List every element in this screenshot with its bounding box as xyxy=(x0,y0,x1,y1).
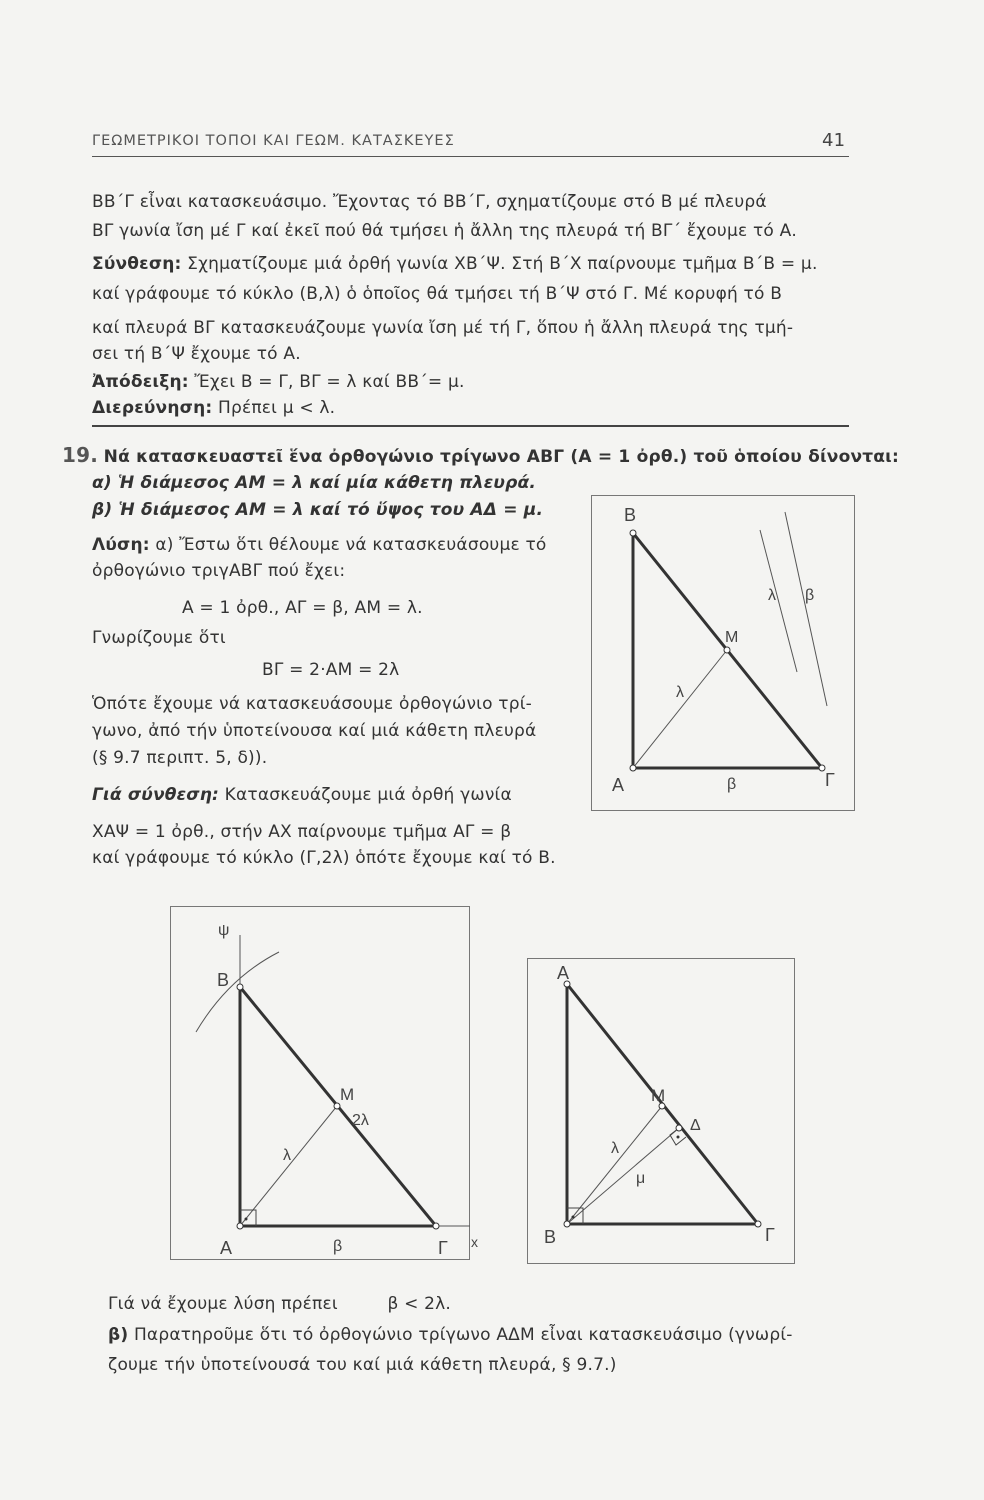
discussion-text: Πρέπει μ < λ. xyxy=(218,398,336,418)
synthesis-label: Σύνθεση: xyxy=(92,254,182,274)
given-values: Α = 1 ὀρθ., ΑΓ = β, ΑΜ = λ. xyxy=(182,598,423,618)
part-b-label: β) xyxy=(108,1325,129,1345)
fig3-median-BM xyxy=(567,1106,662,1224)
page-number: 41 xyxy=(822,130,846,151)
fig2-label-G: Γ xyxy=(438,1238,448,1258)
problem-part-b: β) Ἡ διάμεσος ΑΜ = λ καί τό ὕψος του ΑΔ = μ. xyxy=(92,500,544,520)
fig2-label-M: M xyxy=(340,1085,355,1104)
solution-text: α) Ἔστω ὅτι θέλουμε νά κατασκευάσουμε τό xyxy=(155,535,547,555)
proof-text: Ἔχει Β = Γ, ΒΓ = λ καί ΒΒ΄= μ. xyxy=(194,372,465,392)
fig2-label-psi: ψ xyxy=(218,922,230,939)
condition-formula: β < 2λ. xyxy=(387,1294,452,1314)
fig1-label-seg-lambda: λ xyxy=(768,587,776,604)
text-line: ΒΒ΄Γ εἶναι κατασκευάσιμο. Ἔχοντας τό ΒΒ΄Γ, σχηματίζουμε στό Β μέ πλευρά xyxy=(92,192,767,212)
text-line: ὀρθογώνιο τριγΑΒΓ πού ἔχει: xyxy=(92,561,346,581)
solution-label: Λύση: xyxy=(92,535,150,555)
part-b-line xyxy=(108,1325,793,1345)
fig3-label-D: Δ xyxy=(690,1117,701,1134)
fig2-label-lambda: λ xyxy=(283,1147,291,1164)
fig2-label-B: B xyxy=(217,970,230,990)
fig3-label-mu: μ xyxy=(636,1170,646,1187)
text-line: καί γράφουμε τό κύκλο (Γ,2λ) ὁπότε ἔχουμε καί τό Β. xyxy=(92,848,556,868)
text-line: ζουμε τήν ὑποτείνουσά του καί μιά κάθετη πλευρά, § 9.7.) xyxy=(108,1355,617,1375)
synthesis-text: Σχηματίζουμε μιά ὀρθή γωνία ΧΒ΄Ψ. Στή Β΄Χ παίρνουμε τμῆμα Β΄Β = μ. xyxy=(187,254,818,274)
fig2-label-A: A xyxy=(220,1238,233,1258)
text-line: καί πλευρά ΒΓ κατασκευάζουμε γωνία ἴση μέ τή Γ, ὅπου ἡ ἄλλη πλευρά της τμή- xyxy=(92,318,794,338)
fig3-label-A: A xyxy=(557,963,570,983)
part-b-text: Παρατηροῦμε ὅτι τό ὀρθογώνιο τρίγωνο ΑΔΜ εἶναι κατασκευάσιμο (γνωρί- xyxy=(133,1325,793,1345)
fig1-label-M: M xyxy=(725,629,739,646)
text-line: ΒΓ γωνία ἴση μέ Γ καί ἐκεῖ πού θά τμήσει ἡ ἄλλη της πλευρά τή ΒΓ΄ ἔχουμε τό Α. xyxy=(92,221,798,241)
text-line: γωνο, ἀπό τήν ὑποτείνουσα καί μιά κάθετη πλευρά xyxy=(92,721,537,741)
text-line: σει τή Β΄Ψ ἔχουμε τό Α. xyxy=(92,344,301,364)
discussion-label: Διερεύνηση: xyxy=(92,398,213,418)
fig1-label-B: B xyxy=(624,505,637,525)
condition-line xyxy=(108,1294,451,1314)
fig3-label-lambda: λ xyxy=(611,1140,619,1157)
problem-text: Νά κατασκευαστεῖ ἕνα ὀρθογώνιο τρίγωνο ΑΒΓ (Α = 1 ὀρθ.) τοῦ ὁποίου δίνονται: xyxy=(103,447,899,467)
running-header: ΓΕΩΜΕΤΡΙΚΟΙ ΤΟΠΟΙ ΚΑΙ ΓΕΩΜ. ΚΑΤΑΣΚΕΥΕΣ xyxy=(92,133,455,149)
fig3-angle-dot-B xyxy=(572,1216,575,1219)
fig3-point-G xyxy=(755,1221,761,1227)
fig2-label-two-lambda: 2λ xyxy=(352,1112,369,1129)
fig1-label-A: A xyxy=(612,775,625,795)
text-line: (§ 9.7 περιπτ. 5, δ)). xyxy=(92,748,268,768)
fig2-label-x: x xyxy=(471,1234,478,1250)
formula: ΒΓ = 2·ΑΜ = 2λ xyxy=(262,660,400,680)
text-line: καί γράφουμε τό κύκλο (Β,λ) ὁ ὁποῖος θά τμήσει τή Β΄Ψ στό Γ. Μέ κορυφή τό Β xyxy=(92,284,783,304)
text-line: ΧΑΨ = 1 ὀρθ., στήν ΑΧ παίρνουμε τμῆμα ΑΓ = β xyxy=(92,822,512,842)
fig3-point-D xyxy=(676,1125,682,1131)
proof-label: Ἀπόδειξη: xyxy=(92,372,189,392)
text-line: Γνωρίζουμε ὅτι xyxy=(92,628,226,648)
synth-text: Κατασκευάζουμε μιά ὀρθή γωνία xyxy=(224,785,512,805)
fig3-height-BD xyxy=(567,1128,679,1224)
fig2-label-beta: β xyxy=(333,1238,343,1255)
fig1-label-G: Γ xyxy=(825,770,835,790)
fig1-label-beta: β xyxy=(727,776,737,793)
condition-text: Γιά νά ἔχουμε λύση πρέπει xyxy=(108,1294,338,1314)
text-line: Ὁπότε ἔχουμε νά κατασκευάσουμε ὀρθογώνιο τρί- xyxy=(92,694,533,714)
fig3-point-B xyxy=(564,1221,570,1227)
fig1-label-lambda: λ xyxy=(676,684,684,701)
fig3-angle-dot-D xyxy=(677,1136,680,1139)
synth-label: Γιά σύνθεση: xyxy=(92,785,220,805)
fig1-label-seg-beta: β xyxy=(805,587,815,604)
fig3-label-B: B xyxy=(544,1227,557,1247)
fig3-label-M: M xyxy=(651,1086,666,1105)
problem-part-a: α) Ἡ διάμεσος ΑΜ = λ καί μία κάθετη πλευρά. xyxy=(92,473,537,493)
fig3-label-G: Γ xyxy=(765,1225,775,1245)
problem-number: 19. xyxy=(62,443,99,467)
